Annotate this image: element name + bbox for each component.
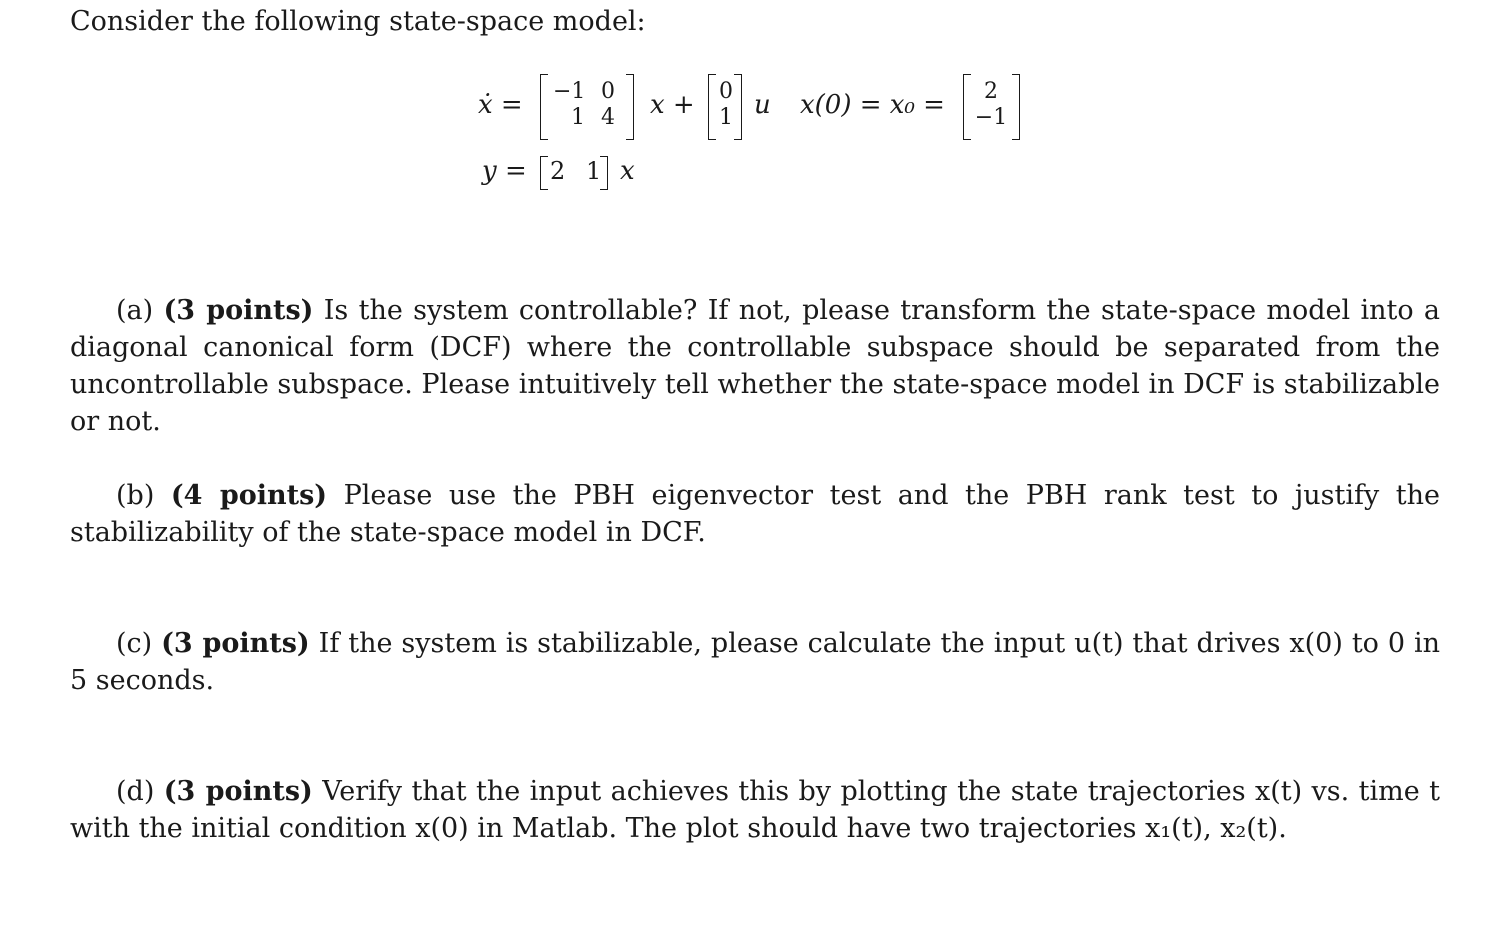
part-a: [70, 292, 1440, 440]
matrix-c-entry: 1: [586, 157, 602, 185]
matrix-a-left-bracket: [540, 74, 548, 140]
part-d-points: (3 points): [163, 776, 313, 807]
input-u: u: [754, 90, 771, 120]
matrix-c: [545, 158, 605, 184]
part-b-label: (b): [116, 480, 155, 511]
part-d-label: (d): [116, 776, 155, 807]
matrix-a-entry: 0: [601, 79, 615, 104]
part-a-points: (3 points): [163, 295, 314, 326]
matrix-a-entry: 4: [601, 105, 615, 130]
part-d-text: Verify that the input achieves this by plotting the state trajectories x(t) vs. time t with the initial condition x(0) in Matlab. The plot should have two trajectories x₁(t), x₂(t).: [70, 776, 1440, 844]
matrix-a-entry: −1: [553, 79, 586, 104]
y-rhs: x: [620, 156, 635, 186]
x0-right-bracket: [1012, 74, 1020, 140]
part-a-label: (a): [116, 295, 154, 326]
part-b-text: Please use the PBH eigenvector test and the PBH rank test to justify the stabilizability of the state-space model in DCF.: [70, 480, 1440, 548]
y-lhs: y =: [482, 156, 527, 186]
part-b: [70, 477, 1440, 551]
x-plus-term: x +: [650, 90, 695, 120]
matrix-c-entry: 2: [550, 157, 566, 185]
matrix-b-right-bracket: [734, 74, 742, 140]
intro-text: Consider the following state-space model:: [70, 6, 646, 37]
part-c-text: If the system is stabilizable, please calculate the input u(t) that drives x(0) to 0 in 5 seconds.: [70, 628, 1440, 696]
x0-vector: [968, 79, 1014, 131]
xdot-lhs: ẋ =: [478, 90, 523, 120]
matrix-c-right-bracket: [600, 156, 608, 190]
matrix-b-entry: 1: [719, 105, 733, 130]
part-c: [70, 625, 1440, 699]
x0-entry: −1: [974, 105, 1008, 130]
initial-condition-label: x(0) = x₀ =: [800, 90, 945, 120]
part-a-text: Is the system controllable? If not, please transform the state-space model into a diagonal canonical form (DCF) where the controllable subspace should be separated from the uncontrollable subspace. Please intuitively tell whether the state-space model in DCF is stabilizable or not.: [70, 295, 1441, 437]
part-c-label: (c): [116, 628, 153, 659]
matrix-b-entry: 0: [719, 79, 733, 104]
x0-entry: 2: [984, 79, 998, 104]
part-c-points: (3 points): [161, 628, 310, 659]
matrix-a: [548, 79, 620, 131]
matrix-a-right-bracket: [626, 74, 634, 140]
matrix-a-entry: 1: [571, 105, 585, 130]
part-b-points: (4 points): [170, 480, 328, 511]
part-d: [70, 773, 1440, 847]
